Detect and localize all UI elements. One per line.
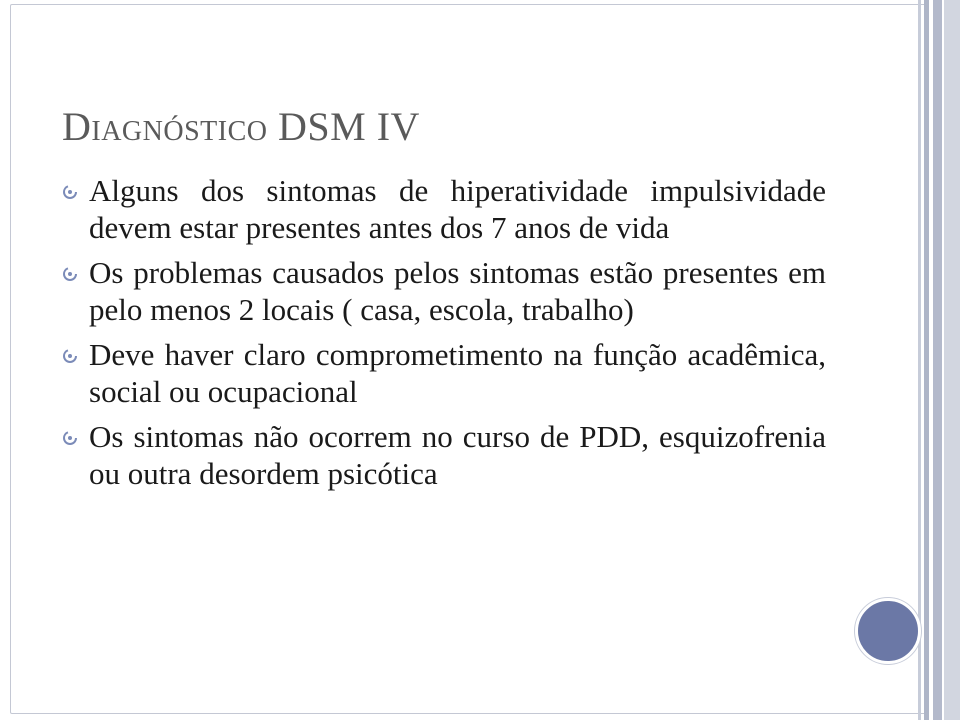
decorative-stripe: [924, 0, 929, 720]
bullet-list: [62, 172, 826, 500]
bullet-item: [62, 418, 826, 492]
decorative-stripe: [933, 0, 942, 720]
bullet-item: [62, 336, 826, 410]
decorative-stripe: [918, 0, 921, 720]
bullet-text: Os problemas causados pelos sintomas estão presentes em pelo menos 2 locais ( casa, escola, trabalho): [89, 255, 826, 327]
decorative-circle: [855, 598, 921, 664]
bullet-item: [62, 254, 826, 328]
bullet-text: Alguns dos sintomas de hiperatividade impulsividade devem estar presentes antes dos 7 anos de vida: [89, 173, 826, 245]
decorative-stripe: [944, 0, 960, 720]
bullet-text: Os sintomas não ocorrem no curso de PDD, esquizofrenia ou outra desordem psicótica: [89, 419, 826, 491]
slide-title: Diagnóstico DSM IV: [62, 104, 420, 149]
bullet-text: Deve haver claro comprometimento na função acadêmica, social ou ocupacional: [89, 337, 826, 409]
swirl-bullet-icon: [62, 266, 78, 282]
swirl-bullet-icon: [62, 184, 78, 200]
swirl-bullet-icon: [62, 430, 78, 446]
swirl-bullet-icon: [62, 348, 78, 364]
bullet-item: [62, 172, 826, 246]
